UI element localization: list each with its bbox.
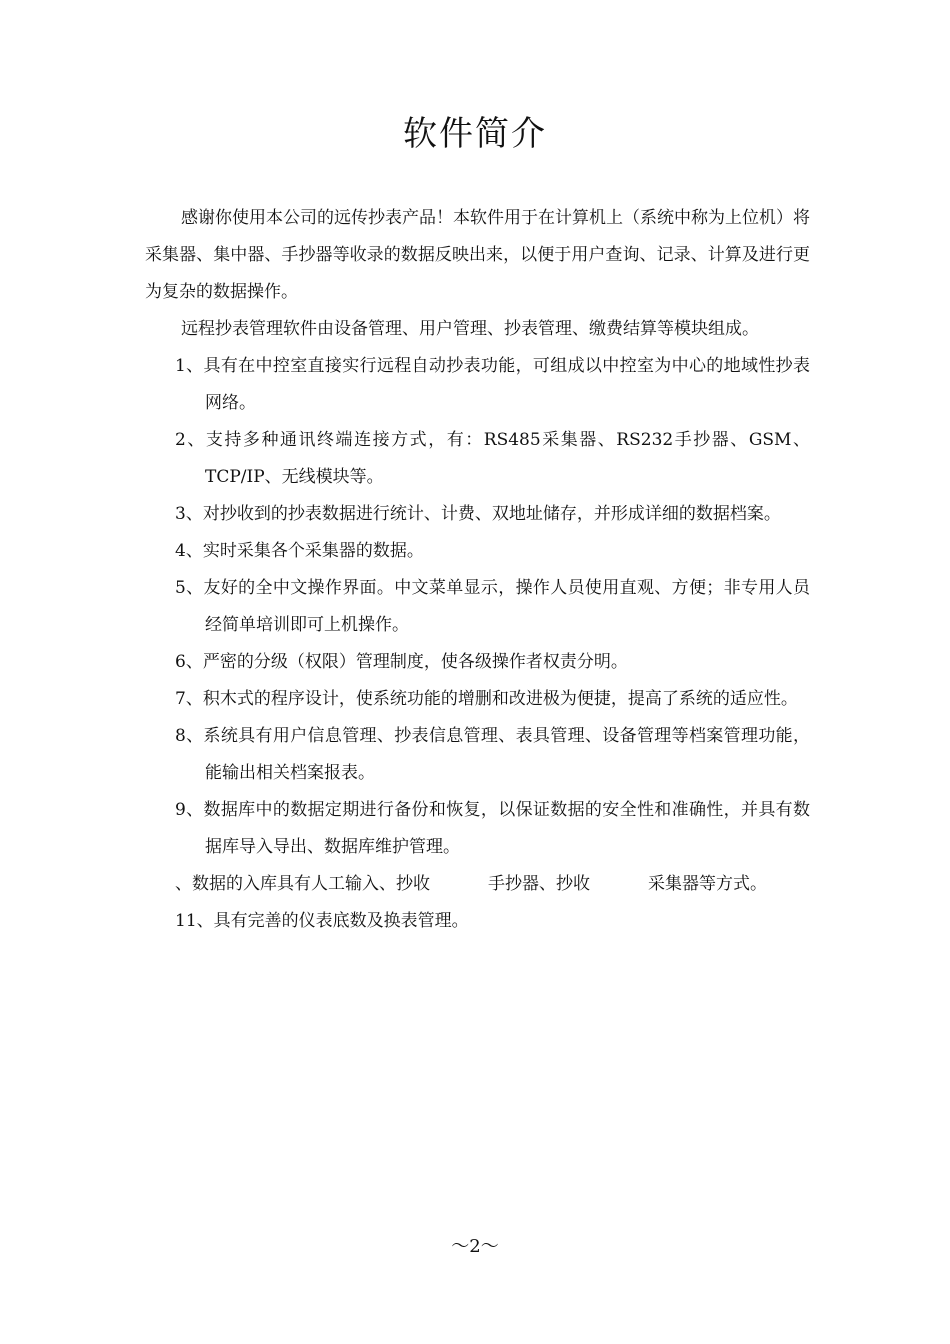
list-item-text: 具有完善的仪表底数及换表管理。 [213, 911, 469, 931]
list-item-10-part2: 手抄器、抄收 [488, 874, 590, 894]
list-item-number: 11、 [175, 911, 214, 931]
page-number: ～2～ [451, 1236, 499, 1257]
list-item-number: 5、 [175, 578, 204, 598]
list-item [175, 681, 810, 718]
list-item-number: 1、 [175, 356, 204, 376]
list-item-text: 具有在中控室直接实行远程自动抄表功能，可组成以中控室为中心的地域性抄表网络。 [203, 356, 810, 413]
list-item [175, 718, 810, 792]
list-item-text: 积木式的程序设计，使系统功能的增删和改进极为便捷，提高了系统的适应性。 [202, 689, 798, 709]
list-item-number: 2、 [175, 430, 206, 450]
list-item-text: 对抄收到的抄表数据进行统计、计费、双地址储存，并形成详细的数据档案。 [202, 504, 781, 524]
list-item-text: 系统具有用户信息管理、抄表信息管理、表具管理、设备管理等档案管理功能，能输出相关档案报表。 [203, 726, 810, 783]
list-item [175, 348, 810, 422]
list-item-text: 实时采集各个采集器的数据。 [202, 541, 424, 561]
list-item-text: 数据库中的数据定期进行备份和恢复，以保证数据的安全性和准确性，并具有数据库导入导出、数据库维护管理。 [203, 800, 810, 857]
list-item-number: 4、 [175, 541, 203, 561]
list-item-number: 3、 [175, 504, 203, 524]
modules-paragraph: 远程抄表管理软件由设备管理、用户管理、抄表管理、缴费结算等模块组成。 [181, 319, 759, 339]
list-item-text: 友好的全中文操作界面。中文菜单显示，操作人员使用直观、方便；非专用人员经简单培训即可上机操作。 [203, 578, 810, 635]
list-item [175, 792, 810, 866]
list-item [175, 533, 810, 570]
list-item-10-part1: 、数据的入库具有人工输入、抄收 [175, 874, 430, 894]
list-item [175, 644, 810, 681]
list-item [175, 570, 810, 644]
page-title: 软件简介 [403, 114, 547, 154]
list-item-number: 9、 [175, 800, 204, 820]
list-item [175, 422, 810, 496]
feature-list [175, 348, 810, 940]
list-item [175, 903, 810, 940]
list-item-number: 8、 [175, 726, 204, 746]
list-item-text: 严密的分级（权限）管理制度，使各级操作者权责分明。 [202, 652, 628, 672]
list-item-10 [175, 866, 810, 903]
list-item-text: 支持多种通讯终端连接方式，有：RS485采集器、RS232手抄器、GSM、TCP/IP、无线模块等。 [205, 430, 810, 487]
list-item-10-part3: 采集器等方式。 [648, 874, 767, 894]
list-item-number: 6、 [175, 652, 203, 672]
intro-paragraph: 感谢你使用本公司的远传抄表产品！本软件用于在计算机上（系统中称为上位机）将采集器、集中器、手抄器等收录的数据反映出来，以便于用户查询、记录、计算及进行更为复杂的数据操作。 [145, 208, 810, 302]
list-item [175, 496, 810, 533]
list-item-number: 7、 [175, 689, 203, 709]
